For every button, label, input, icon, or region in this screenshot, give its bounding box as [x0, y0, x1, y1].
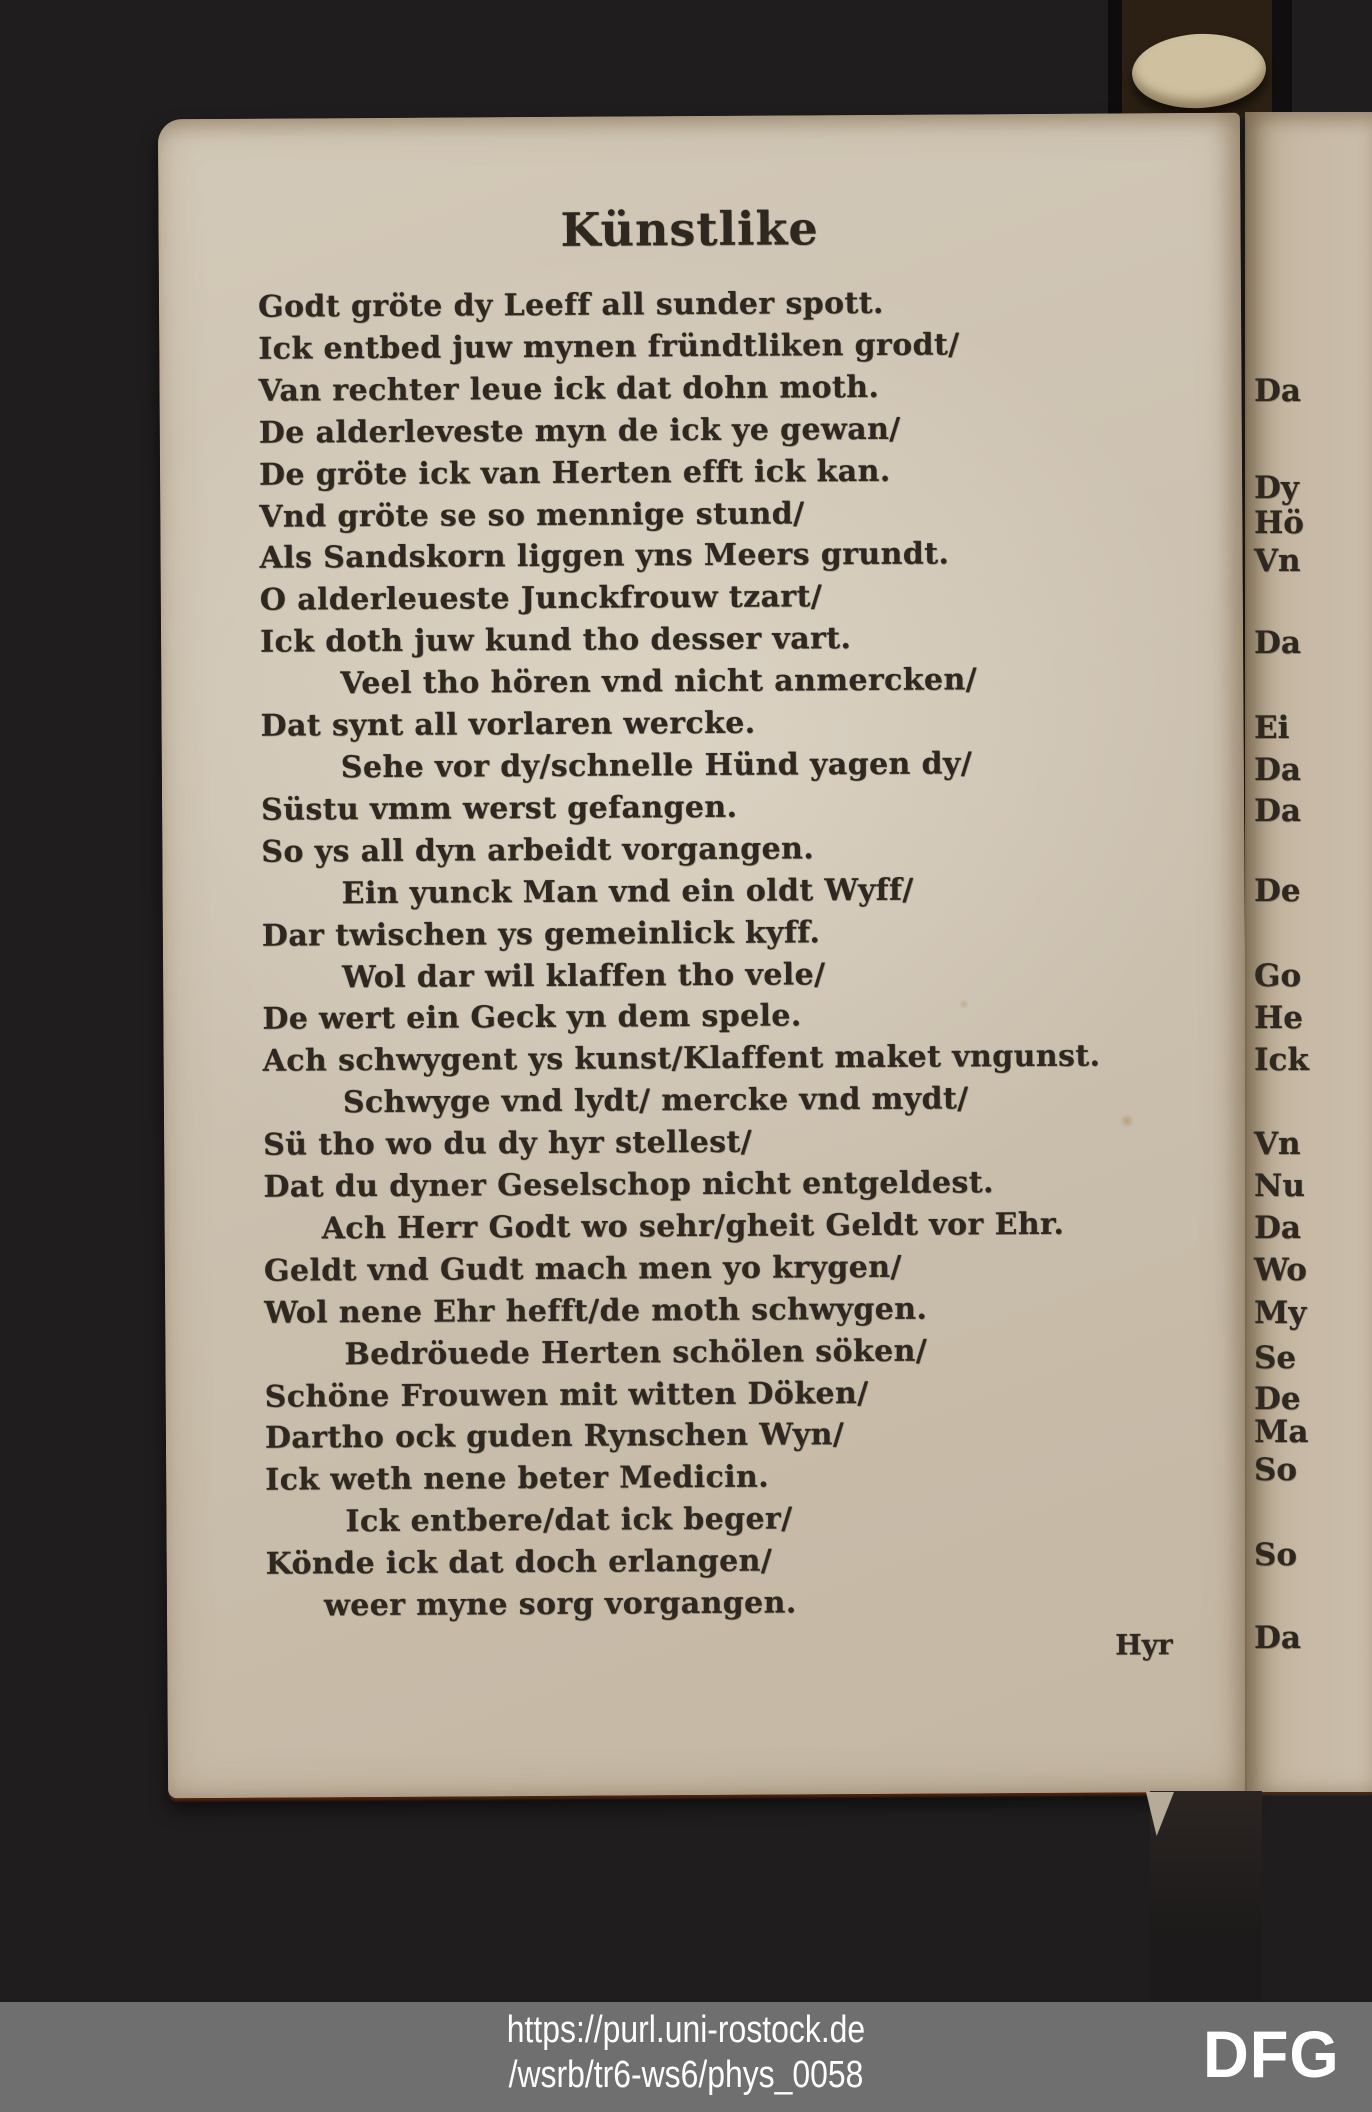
verse-line: Sehe vor dy/schnelle Hünd yagen dy/ [340, 746, 973, 786]
next-page-word-fragment: Hö [1254, 505, 1304, 541]
verse-line: De wert ein Geck yn dem spele. [262, 998, 802, 1038]
verse-line: Godt gröte dy Leeff all sunder spott. [257, 285, 884, 325]
next-page-word-fragment: Ick [1254, 1042, 1309, 1078]
verse-line: Schwyge vnd lydt/ mercke vnd mydt/ [342, 1081, 969, 1121]
verse-line: Süstu vmm werst gefangen. [260, 789, 738, 828]
verse-line: Dat synt all vorlaren wercke. [260, 705, 756, 744]
spine-opening [1108, 0, 1292, 118]
spine-shadow [1150, 1791, 1262, 2003]
next-page-word-fragment: Da [1254, 1620, 1301, 1656]
next-page-word-fragment: Ma [1254, 1414, 1309, 1450]
verse-line: Schöne Frouwen mit witten Döken/ [264, 1375, 869, 1415]
next-page-word-fragment: So [1254, 1537, 1298, 1573]
verse-line: Van rechter leue ick dat dohn moth. [258, 369, 880, 409]
next-page-word-fragment: Da [1254, 625, 1301, 661]
verse-line: Bedröuede Herten schölen söken/ [344, 1333, 928, 1372]
persistent-url-line2: /wsrb/tr6-ws6/phys_0058 [508, 2054, 864, 2096]
next-page-word-fragment: He [1254, 1000, 1304, 1036]
dfg-logo: DFG [1203, 2017, 1340, 2091]
verse-line: Ach schwygent ys kunst/Klaffent maket vngunst. [262, 1038, 1101, 1080]
verse-line: Geldt vnd Gudt mach men yo krygen/ [263, 1249, 902, 1289]
footer-bar [0, 2002, 1372, 2112]
verse-line: Als Sandskorn liggen yns Meers grundt. [259, 536, 950, 577]
next-page-word-fragment: Da [1254, 373, 1301, 409]
verse-line: De gröte ick van Herten efft ick kan. [258, 453, 891, 493]
next-page-word-fragment: Se [1254, 1340, 1297, 1376]
verse-line: Ach Herr Godt wo sehr/gheit Geldt vor Ehr. [321, 1206, 1065, 1247]
next-page-word-fragment: My [1254, 1295, 1307, 1331]
next-page-word-fragment: Wo [1254, 1252, 1307, 1288]
verse-line: Dat du dyner Geselschop nicht entgeldest. [263, 1165, 994, 1205]
next-page-word-fragment: Nu [1254, 1168, 1305, 1204]
verse-line: Wol dar wil klaffen tho vele/ [342, 956, 826, 995]
next-page-word-fragment: Da [1254, 752, 1301, 788]
verse-line: Ein yunck Man vnd ein oldt Wyff/ [341, 872, 914, 911]
verse-line: Ick entbed juw mynen fründtliken grodt/ [258, 327, 960, 367]
next-page-word-fragment: Da [1254, 1210, 1301, 1246]
next-page-word-fragment: Dy [1254, 470, 1299, 506]
next-page-word-fragment: Ei [1254, 710, 1290, 746]
persistent-url [110, 2008, 1262, 2098]
verse-line: Vnd gröte se so mennige stund/ [259, 495, 805, 535]
verse-line: Veel tho hören vnd nicht anmercken/ [340, 662, 978, 702]
book-page-right-sliver [1245, 112, 1372, 1792]
verse-line: Ick doth juw kund tho desser vart. [259, 621, 852, 660]
verse-line: Sü tho wo du dy hyr stellest/ [263, 1124, 753, 1163]
catchword: Hyr [1115, 1628, 1173, 1662]
verse-line: De alderleveste myn de ick ye gewan/ [258, 411, 901, 451]
verse-line: weer myne sorg vorgangen. [323, 1585, 797, 1624]
verse-line: Ick entbere/dat ick beger/ [345, 1501, 793, 1540]
next-page-word-fragment: De [1254, 873, 1301, 909]
verse-line: Wol nene Ehr hefft/de moth schwygen. [264, 1291, 928, 1331]
verse-line: Könde ick dat doch erlangen/ [265, 1543, 773, 1582]
persistent-url-line1: https://purl.uni-rostock.de [506, 2009, 866, 2051]
next-page-word-fragment: Vn [1254, 543, 1301, 579]
book-page-left [158, 113, 1250, 1799]
verse-lines [258, 281, 1276, 1628]
next-page-word-fragment: So [1254, 1452, 1298, 1488]
verse-line: So ys all dyn arbeidt vorgangen. [261, 831, 815, 870]
next-page-word-fragment: Vn [1254, 1126, 1301, 1162]
page-title: Künstlike [560, 201, 819, 257]
verse-line: Ick weth nene beter Medicin. [265, 1459, 770, 1499]
next-page-word-fragment: Da [1254, 793, 1301, 829]
verse-line: O alderleueste Junckfrouw tzart/ [259, 579, 823, 619]
next-page-word-fragment: De [1254, 1381, 1301, 1417]
endband [1130, 31, 1268, 112]
verse-line: Dar twischen ys gemeinlick kyff. [261, 914, 821, 954]
verse-line: Dartho ock guden Rynschen Wyn/ [264, 1417, 845, 1457]
next-page-word-fragment: Go [1254, 958, 1302, 994]
